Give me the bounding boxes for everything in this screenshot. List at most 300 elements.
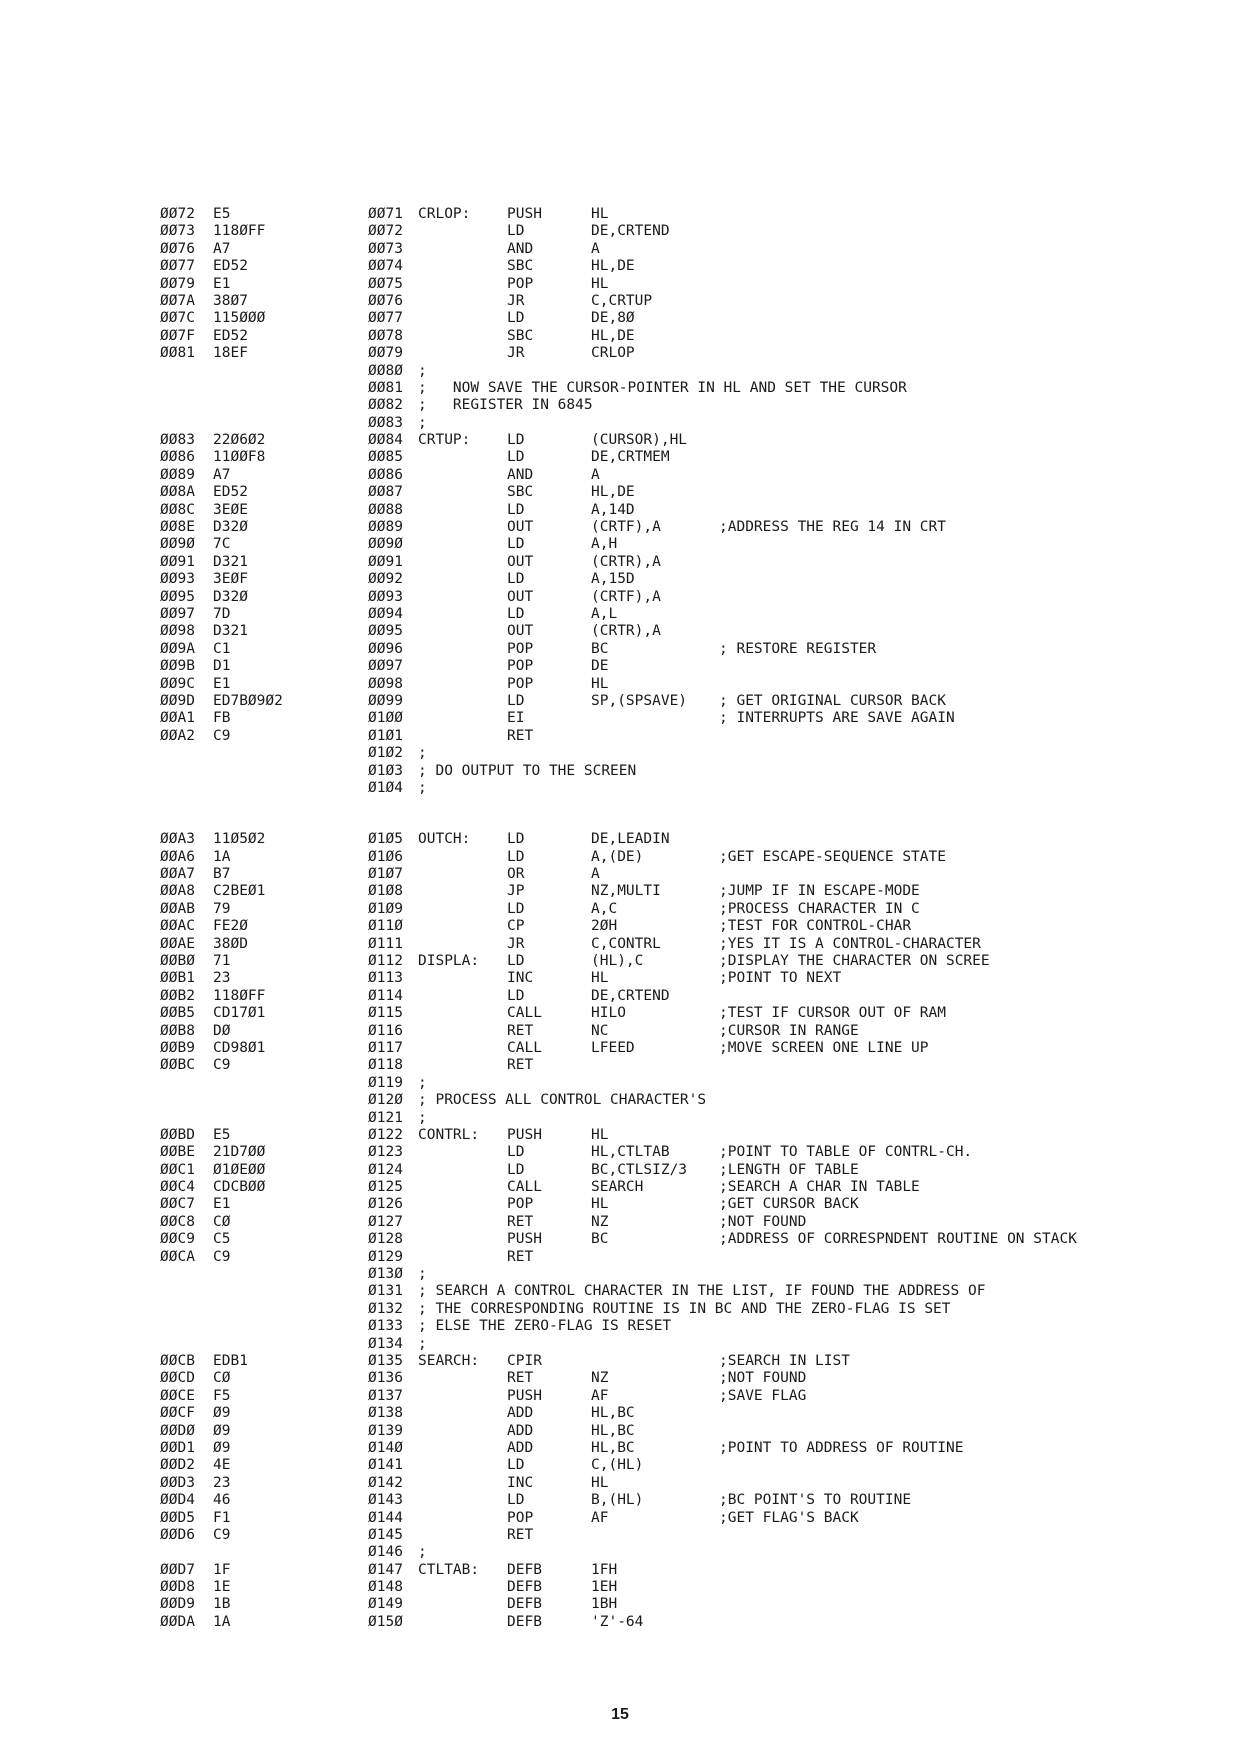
comment: ;BC POINT'S TO ROUTINE [719, 1492, 912, 1509]
line-number: Ø12Ø [368, 1092, 403, 1109]
comment: ;ADDRESS OF CORRESPNDENT ROUTINE ON STACK [719, 1231, 1077, 1248]
listing-line [160, 710, 1220, 727]
listing-line [160, 328, 1220, 345]
listing-line [160, 658, 1220, 675]
listing-line [160, 1492, 1220, 1509]
listing-line [160, 606, 1220, 623]
listing-line [160, 1510, 1220, 1527]
opcode: RET [507, 1022, 534, 1039]
operand: A,14D [591, 501, 635, 518]
opcode: JP [507, 883, 525, 900]
address: ØØD3 [160, 1474, 195, 1491]
object-code: Ø9 [213, 1439, 231, 1456]
line-number: Ø143 [368, 1492, 403, 1509]
listing-line [160, 1127, 1220, 1144]
label: CTLTAB: [418, 1561, 480, 1578]
object-code: DØ [213, 1022, 231, 1039]
comment: ;JUMP IF IN ESCAPE-MODE [719, 883, 920, 900]
listing-line [160, 223, 1220, 240]
comment: ;NOT FOUND [719, 1213, 807, 1230]
address: ØØD8 [160, 1579, 195, 1596]
line-number: Ø13Ø [368, 1266, 403, 1283]
listing-line [160, 1179, 1220, 1196]
line-number: Ø119 [368, 1074, 403, 1091]
listing-line [160, 397, 1220, 414]
object-code: CD98Ø1 [213, 1039, 266, 1056]
line-number: ØØ97 [368, 658, 403, 675]
address: ØØBØ [160, 953, 195, 970]
object-code: 23 [213, 1474, 231, 1491]
object-code: F1 [213, 1509, 231, 1526]
address: ØØ76 [160, 240, 195, 257]
address: ØØD5 [160, 1509, 195, 1526]
comment-line: ; [418, 1266, 427, 1283]
address: ØØD6 [160, 1526, 195, 1543]
object-code: 1A [213, 1613, 231, 1630]
listing-line [160, 206, 1220, 223]
line-number: Ø1Ø6 [368, 848, 403, 865]
address: ØØAE [160, 935, 195, 952]
address: ØØD2 [160, 1457, 195, 1474]
line-number: Ø1Ø1 [368, 727, 403, 744]
address: ØØBC [160, 1057, 195, 1074]
listing-line [160, 1283, 1220, 1300]
address: ØØ72 [160, 206, 195, 222]
listing-line [160, 571, 1220, 588]
comment-line: ; ELSE THE ZERO-FLAG IS RESET [418, 1318, 672, 1335]
assembly-listing [160, 206, 1220, 1631]
line-number: Ø121 [368, 1109, 403, 1126]
listing-line [160, 763, 1220, 780]
operand: SEARCH [591, 1179, 644, 1196]
address: ØØ73 [160, 223, 195, 240]
operand: A [591, 866, 600, 883]
operand: HILO [591, 1005, 626, 1022]
comment: ;GET ESCAPE-SEQUENCE STATE [719, 848, 946, 865]
listing-line [160, 1110, 1220, 1127]
line-number: Ø14Ø [368, 1439, 403, 1456]
object-code: B7 [213, 866, 231, 883]
operand: HL,BC [591, 1422, 635, 1439]
listing-line [160, 1336, 1220, 1353]
opcode: RET [507, 1370, 534, 1387]
object-code: 18EF [213, 345, 248, 362]
object-code: 46 [213, 1492, 231, 1509]
line-number: ØØ91 [368, 553, 403, 570]
operand: HL [591, 206, 609, 222]
listing-line [160, 241, 1220, 258]
comment: ;SEARCH A CHAR IN TABLE [719, 1179, 920, 1196]
line-number: ØØ96 [368, 640, 403, 657]
operand: NZ,MULTI [591, 883, 661, 900]
listing-line [160, 432, 1220, 449]
operand: (CRTF),A [591, 519, 661, 536]
line-number: Ø145 [368, 1526, 403, 1543]
object-code: ED52 [213, 484, 248, 501]
object-code: ED52 [213, 327, 248, 344]
operand: SP,(SPSAVE) [591, 692, 688, 709]
listing-line [160, 970, 1220, 987]
comment-line: ; [418, 362, 427, 379]
line-number: Ø123 [368, 1144, 403, 1161]
opcode: DEFB [507, 1579, 542, 1596]
listing-line [160, 693, 1220, 710]
operand: DE,CRTMEM [591, 449, 670, 466]
line-number: Ø11Ø [368, 918, 403, 935]
comment-line: ; [418, 414, 427, 431]
comment: ;LENGTH OF TABLE [719, 1161, 859, 1178]
line-number: Ø15Ø [368, 1613, 403, 1630]
line-number: ØØ93 [368, 588, 403, 605]
line-number: Ø1Ø4 [368, 779, 403, 796]
comment-line: ; SEARCH A CONTROL CHARACTER IN THE LIST, IF FOUND THE ADDRESS OF [418, 1283, 986, 1300]
listing-line [160, 1423, 1220, 1440]
object-code: D32Ø [213, 519, 248, 536]
line-number: ØØ82 [368, 397, 403, 414]
listing-line [160, 363, 1220, 380]
operand: DE,8Ø [591, 310, 635, 327]
operand: DE,LEADIN [591, 831, 670, 848]
object-code: 23 [213, 970, 231, 987]
opcode: SBC [507, 258, 534, 275]
opcode: EI [507, 710, 525, 727]
address: ØØCD [160, 1370, 195, 1387]
object-code: 1E [213, 1579, 231, 1596]
listing-line [160, 449, 1220, 466]
opcode: LD [507, 432, 525, 449]
line-number: Ø131 [368, 1283, 403, 1300]
opcode: LD [507, 953, 525, 970]
address: ØØ97 [160, 605, 195, 622]
comment: ;POINT TO ADDRESS OF ROUTINE [719, 1439, 964, 1456]
line-number: ØØ72 [368, 223, 403, 240]
address: ØØC8 [160, 1213, 195, 1230]
address: ØØ7A [160, 292, 195, 309]
address: ØØ9B [160, 658, 195, 675]
operand: HL [591, 970, 609, 987]
object-code: 7D [213, 605, 231, 622]
object-code: E1 [213, 1196, 231, 1213]
comment: ;PROCESS CHARACTER IN C [719, 900, 920, 917]
operand: 'Z'-64 [591, 1613, 644, 1630]
object-code: 11Ø5Ø2 [213, 831, 266, 848]
opcode: ADD [507, 1439, 534, 1456]
listing-line [160, 901, 1220, 918]
opcode: JR [507, 292, 525, 309]
line-number: ØØ75 [368, 275, 403, 292]
address: ØØ93 [160, 571, 195, 588]
address: ØØD1 [160, 1439, 195, 1456]
listing-line [160, 728, 1220, 745]
listing-line [160, 1370, 1220, 1387]
address: ØØA2 [160, 727, 195, 744]
listing-line [160, 1457, 1220, 1474]
object-code: D32Ø [213, 588, 248, 605]
listing-line [160, 953, 1220, 970]
comment: ;SEARCH IN LIST [719, 1353, 850, 1369]
address: ØØB8 [160, 1022, 195, 1039]
listing-line [160, 484, 1220, 501]
opcode: POP [507, 675, 534, 692]
object-code: C9 [213, 727, 231, 744]
address: ØØAC [160, 918, 195, 935]
address: ØØBE [160, 1144, 195, 1161]
comment-line: ; [418, 1544, 427, 1561]
listing-line [160, 936, 1220, 953]
line-number: ØØ84 [368, 432, 403, 449]
listing-line [160, 831, 1220, 848]
line-number: Ø148 [368, 1579, 403, 1596]
object-code: D1 [213, 658, 231, 675]
address: ØØ9C [160, 675, 195, 692]
listing-line [160, 415, 1220, 432]
operand: (CRTR),A [591, 553, 661, 570]
opcode: JR [507, 935, 525, 952]
comment: ;SAVE FLAG [719, 1387, 807, 1404]
line-gap [160, 797, 1220, 831]
line-number: Ø111 [368, 935, 403, 952]
listing-line [160, 1475, 1220, 1492]
listing-line [160, 780, 1220, 797]
opcode: LD [507, 605, 525, 622]
address: ØØ8A [160, 484, 195, 501]
line-number: ØØ78 [368, 327, 403, 344]
operand: BC,CTLSIZ/3 [591, 1161, 688, 1178]
line-number: Ø141 [368, 1457, 403, 1474]
opcode: OUT [507, 588, 534, 605]
object-code: FB [213, 710, 231, 727]
address: ØØ86 [160, 449, 195, 466]
object-code: F5 [213, 1387, 231, 1404]
line-number: Ø1Ø8 [368, 883, 403, 900]
address: ØØCA [160, 1248, 195, 1265]
address: ØØD9 [160, 1596, 195, 1613]
object-code: C1 [213, 640, 231, 657]
opcode: OUT [507, 623, 534, 640]
line-number: Ø147 [368, 1561, 403, 1578]
object-code: 118ØFF [213, 223, 266, 240]
listing-line [160, 536, 1220, 553]
address: ØØC4 [160, 1179, 195, 1196]
listing-line [160, 623, 1220, 640]
object-code: E1 [213, 275, 231, 292]
operand: HL,DE [591, 327, 635, 344]
address: ØØCE [160, 1387, 195, 1404]
operand: 2ØH [591, 918, 618, 935]
object-code: 11ØØF8 [213, 449, 266, 466]
line-number: Ø115 [368, 1005, 403, 1022]
opcode: RET [507, 1057, 534, 1074]
operand: C,CONTRL [591, 935, 661, 952]
opcode: LD [507, 987, 525, 1004]
listing-line [160, 1301, 1220, 1318]
line-number: Ø116 [368, 1022, 403, 1039]
listing-line [160, 988, 1220, 1005]
listing-line [160, 1266, 1220, 1283]
opcode: POP [507, 275, 534, 292]
line-number: ØØ71 [368, 206, 403, 222]
opcode: DEFB [507, 1596, 542, 1613]
operand: A,C [591, 900, 618, 917]
address: ØØ8E [160, 519, 195, 536]
line-number: Ø122 [368, 1126, 403, 1143]
operand: HL [591, 1196, 609, 1213]
listing-line [160, 676, 1220, 693]
opcode: CPIR [507, 1353, 542, 1369]
opcode: RET [507, 1213, 534, 1230]
object-code: D321 [213, 553, 248, 570]
object-code: C9 [213, 1248, 231, 1265]
line-number: ØØ76 [368, 292, 403, 309]
opcode: ADD [507, 1422, 534, 1439]
opcode: LD [507, 900, 525, 917]
listing-line [160, 918, 1220, 935]
address: ØØ79 [160, 275, 195, 292]
line-number: Ø149 [368, 1596, 403, 1613]
line-number: ØØ94 [368, 605, 403, 622]
page-number: 15 [611, 1706, 629, 1723]
comment: ;DISPLAY THE CHARACTER ON SCREE [719, 953, 990, 970]
address: ØØC9 [160, 1231, 195, 1248]
operand: AF [591, 1509, 609, 1526]
operand: 1BH [591, 1596, 618, 1613]
comment-line: ; [418, 745, 427, 762]
listing-line [160, 1544, 1220, 1561]
opcode: LD [507, 848, 525, 865]
line-number: Ø112 [368, 953, 403, 970]
line-number: ØØ88 [368, 501, 403, 518]
opcode: LD [507, 1492, 525, 1509]
address: ØØ9Ø [160, 536, 195, 553]
address: ØØD4 [160, 1492, 195, 1509]
line-number: Ø127 [368, 1213, 403, 1230]
comment: ; RESTORE REGISTER [719, 640, 877, 657]
comment: ;POINT TO NEXT [719, 970, 842, 987]
opcode: OUT [507, 553, 534, 570]
listing-line [160, 883, 1220, 900]
object-code: EDB1 [213, 1353, 248, 1369]
opcode: SBC [507, 327, 534, 344]
operand: A,15D [591, 571, 635, 588]
operand: A [591, 466, 600, 483]
listing-line [160, 519, 1220, 536]
listing-line [160, 1023, 1220, 1040]
line-number: Ø137 [368, 1387, 403, 1404]
label: DISPLA: [418, 953, 480, 970]
operand: HL,BC [591, 1439, 635, 1456]
comment-line: ; DO OUTPUT TO THE SCREEN [418, 762, 637, 779]
listing-line [160, 1579, 1220, 1596]
operand: CRLOP [591, 345, 635, 362]
operand: HL,DE [591, 258, 635, 275]
line-number: Ø135 [368, 1353, 403, 1369]
listing-line [160, 1196, 1220, 1213]
listing-line [160, 258, 1220, 275]
listing-line [160, 276, 1220, 293]
address: ØØB9 [160, 1039, 195, 1056]
operand: B,(HL) [591, 1492, 644, 1509]
opcode: LD [507, 310, 525, 327]
line-number: Ø136 [368, 1370, 403, 1387]
comment-line: ; THE CORRESPONDING ROUTINE IS IN BC AND THE ZERO-FLAG IS SET [418, 1300, 951, 1317]
address: ØØ77 [160, 258, 195, 275]
operand: C,(HL) [591, 1457, 644, 1474]
object-code: 1F [213, 1561, 231, 1578]
line-number: ØØ73 [368, 240, 403, 257]
object-code: CDCBØØ [213, 1179, 266, 1196]
label: SEARCH: [418, 1353, 480, 1369]
listing-line [160, 1405, 1220, 1422]
line-number: Ø126 [368, 1196, 403, 1213]
opcode: RET [507, 1248, 534, 1265]
opcode: LD [507, 536, 525, 553]
opcode: PUSH [507, 206, 542, 222]
object-code: C9 [213, 1057, 231, 1074]
opcode: CALL [507, 1005, 542, 1022]
object-code: CØ [213, 1213, 231, 1230]
opcode: SBC [507, 484, 534, 501]
address: ØØA3 [160, 831, 195, 848]
opcode: AND [507, 240, 534, 257]
listing-line [160, 310, 1220, 327]
line-number: Ø1Ø3 [368, 762, 403, 779]
listing-line [160, 467, 1220, 484]
line-number: Ø118 [368, 1057, 403, 1074]
operand: HL [591, 675, 609, 692]
listing-line [160, 1353, 1220, 1370]
line-number: ØØ85 [368, 449, 403, 466]
listing-line [160, 1057, 1220, 1074]
comment: ;TEST IF CURSOR OUT OF RAM [719, 1005, 946, 1022]
comment: ; INTERRUPTS ARE SAVE AGAIN [719, 710, 955, 727]
listing-line [160, 1214, 1220, 1231]
opcode: POP [507, 1196, 534, 1213]
object-code: D321 [213, 623, 248, 640]
operand: DE [591, 658, 609, 675]
address: ØØBD [160, 1126, 195, 1143]
line-number: ØØ81 [368, 379, 403, 396]
operand: HL [591, 1474, 609, 1491]
object-code: Ø9 [213, 1405, 231, 1422]
object-code: C9 [213, 1526, 231, 1543]
operand: (CURSOR),HL [591, 432, 688, 449]
listing-line [160, 1440, 1220, 1457]
listing-line [160, 1005, 1220, 1022]
operand: NZ [591, 1213, 609, 1230]
operand: (CRTF),A [591, 588, 661, 605]
object-code: Ø1ØEØØ [213, 1161, 266, 1178]
line-number: Ø146 [368, 1544, 403, 1561]
object-code: CØ [213, 1370, 231, 1387]
object-code: ED7BØ9Ø2 [213, 692, 283, 709]
line-number: ØØ98 [368, 675, 403, 692]
opcode: PUSH [507, 1231, 542, 1248]
operand: DE,CRTEND [591, 223, 670, 240]
object-code: A7 [213, 466, 231, 483]
operand: HL,DE [591, 484, 635, 501]
object-code: 1A [213, 848, 231, 865]
operand: 1EH [591, 1579, 618, 1596]
address: ØØCB [160, 1353, 195, 1369]
opcode: LD [507, 571, 525, 588]
line-number: ØØ95 [368, 623, 403, 640]
line-number: ØØ99 [368, 692, 403, 709]
comment: ;CURSOR IN RANGE [719, 1022, 859, 1039]
listing-line [160, 1249, 1220, 1266]
object-code: 3EØE [213, 501, 248, 518]
label: CRTUP: [418, 432, 471, 449]
address: ØØC7 [160, 1196, 195, 1213]
